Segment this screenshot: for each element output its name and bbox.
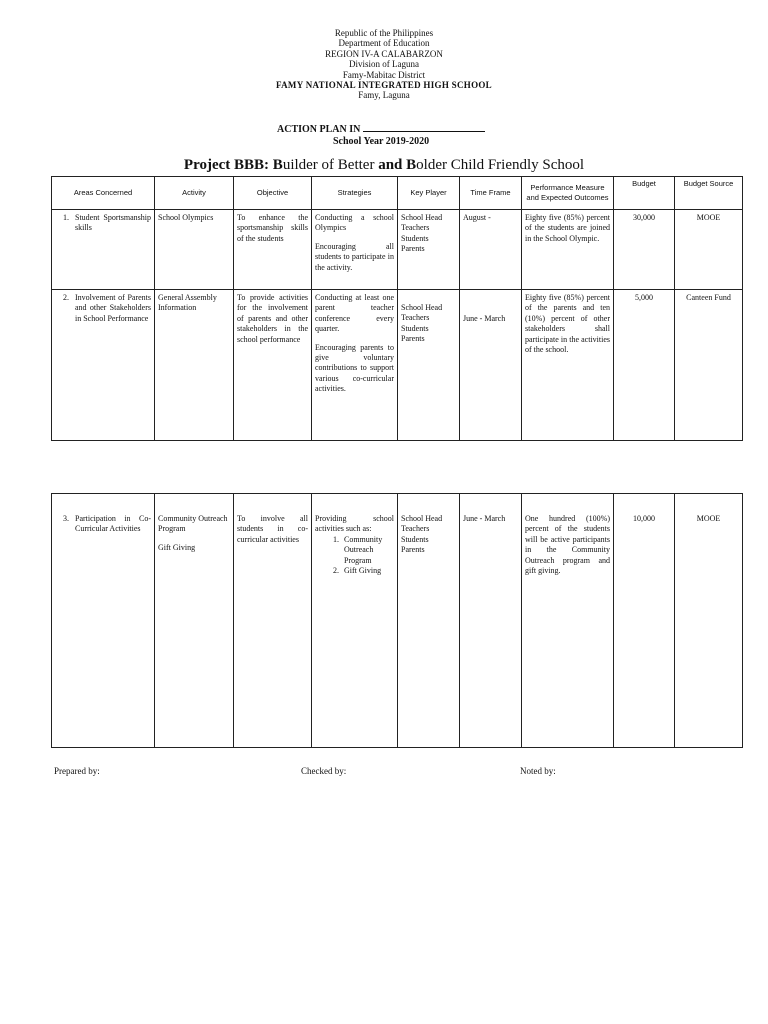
strategies-cell bbox=[312, 290, 398, 441]
header-budget: Budget bbox=[614, 177, 675, 210]
key-player: School Head bbox=[401, 514, 443, 523]
header-outcomes: Performance Measure and Expected Outcomes bbox=[522, 177, 614, 210]
objective-cell: To provide activities for the involvement of parents and other stakeholders in the school performance bbox=[234, 290, 312, 441]
activity-text: Gift Giving bbox=[158, 542, 196, 552]
strategy-text: Conducting a school Olympics bbox=[315, 213, 394, 233]
letterhead bbox=[0, 28, 768, 101]
table-header-row bbox=[52, 177, 743, 210]
action-plan-label: ACTION PLAN IN bbox=[277, 124, 361, 135]
activity-cell: General Assembly Information bbox=[155, 290, 234, 441]
key-player: School Head bbox=[401, 303, 443, 312]
table-row bbox=[52, 290, 743, 441]
budget-source-cell: MOOE bbox=[675, 210, 743, 290]
header-objective: Objective bbox=[234, 177, 312, 210]
prepared-by-label: Prepared by: bbox=[54, 766, 100, 776]
header-key-player: Key Player bbox=[398, 177, 460, 210]
budget-cell: 10,000 bbox=[614, 494, 675, 748]
header-budget-source: Budget Source bbox=[675, 177, 743, 210]
budget-source-cell: MOOE bbox=[675, 494, 743, 748]
header-line: REGION IV-A CALABARZON bbox=[325, 48, 443, 59]
key-player: Students bbox=[401, 233, 429, 243]
key-player: School Head bbox=[401, 213, 443, 222]
objective-cell: To enhance the sportsmanship skills of the students bbox=[234, 210, 312, 290]
key-player: Students bbox=[401, 534, 429, 544]
header-line: Department of Education bbox=[338, 38, 430, 49]
noted-by-label: Noted by: bbox=[520, 766, 556, 776]
strategy-item: Gift Giving bbox=[344, 566, 382, 576]
header-areas: Areas Concerned bbox=[52, 177, 155, 210]
key-player: Parents bbox=[401, 334, 425, 344]
list-item: 2. Gift Giving bbox=[333, 566, 382, 576]
list-item: 1. Community Outreach Program bbox=[315, 535, 394, 566]
key-player-cell bbox=[398, 290, 460, 441]
table-row bbox=[52, 494, 743, 748]
row-number: 3. bbox=[63, 514, 69, 523]
project-text: older Child Friendly School bbox=[416, 157, 585, 173]
strategy-text: Conducting at least one parent teacher conference every quarter. bbox=[315, 293, 394, 334]
area-cell bbox=[52, 290, 155, 441]
blank-line bbox=[363, 122, 485, 132]
key-player: Students bbox=[401, 323, 429, 333]
budget-cell: 5,000 bbox=[614, 290, 675, 441]
header-time-frame: Time Frame bbox=[460, 177, 522, 210]
area-text: Student Sportsmanship skills bbox=[75, 213, 151, 233]
key-player: Parents bbox=[401, 545, 425, 555]
strategy-intro: Providing school activities such as: bbox=[315, 514, 394, 534]
header-line: Division of Laguna bbox=[349, 59, 419, 70]
time-frame-cell: August - bbox=[460, 210, 522, 290]
checked-by-label: Checked by: bbox=[301, 766, 347, 776]
project-letter: B bbox=[272, 157, 283, 173]
row-number: 2. bbox=[63, 293, 69, 302]
key-player-cell bbox=[398, 210, 460, 290]
strategies-cell bbox=[312, 210, 398, 290]
school-location: Famy, Laguna bbox=[358, 90, 410, 101]
strategy-list bbox=[315, 535, 394, 577]
header-line: Republic of the Philippines bbox=[334, 28, 434, 38]
area-text: Involvement of Parents and other Stakeholders in School Performance bbox=[75, 293, 151, 323]
strategy-item: Community Outreach Program bbox=[344, 534, 383, 565]
key-player: Teachers bbox=[401, 524, 430, 534]
school-name: FAMY NATIONAL INTEGRATED HIGH SCHOOL bbox=[276, 80, 492, 91]
project-prefix: Project BBB: bbox=[183, 157, 270, 173]
school-year: School Year 2019-2020 bbox=[333, 136, 430, 147]
outcome-cell: Eighty five (85%) percent of the parents and ten (10%) percent of other stakeholders shall participate in the activities of the school. bbox=[522, 290, 614, 441]
area-cell bbox=[52, 210, 155, 290]
action-plan-table bbox=[51, 176, 743, 441]
area-cell bbox=[52, 494, 155, 748]
objective-cell: To involve all students in co-curricular activities bbox=[234, 494, 312, 748]
activity-cell bbox=[155, 494, 234, 748]
project-and: and bbox=[378, 157, 403, 173]
activity-text: Community Outreach Program bbox=[158, 514, 228, 534]
key-player-cell bbox=[398, 494, 460, 748]
strategy-text: Encouraging parents to give voluntary contributions to support various co-curricular activities. bbox=[315, 342, 394, 394]
budget-source-cell: Canteen Fund bbox=[675, 290, 743, 441]
header-line: Famy-Mabitac District bbox=[342, 69, 426, 80]
key-player: Parents bbox=[401, 244, 425, 254]
header-strategies: Strategies bbox=[312, 177, 398, 210]
time-frame-text: June - March bbox=[463, 314, 506, 323]
outcome-cell: Eighty five (85%) percent of the students are joined in the School Olympic. bbox=[522, 210, 614, 290]
project-text: uilder of Better bbox=[282, 157, 379, 173]
time-frame-cell: June - March bbox=[460, 494, 522, 748]
action-plan-title bbox=[277, 122, 485, 135]
row-number: 1. bbox=[63, 213, 69, 222]
strategies-cell bbox=[312, 494, 398, 748]
header-activity: Activity bbox=[155, 177, 234, 210]
project-title bbox=[0, 157, 768, 174]
area-text: Participation in Co- Curricular Activities bbox=[75, 514, 151, 534]
table-row bbox=[52, 210, 743, 290]
strategy-text: Encouraging all students to participate in the activity. bbox=[315, 241, 394, 272]
time-frame-cell bbox=[460, 290, 522, 441]
activity-cell: School Olympics bbox=[155, 210, 234, 290]
budget-cell: 30,000 bbox=[614, 210, 675, 290]
key-player: Teachers bbox=[401, 223, 430, 233]
action-plan-table-continued bbox=[51, 493, 743, 748]
outcome-cell: One hundred (100%) percent of the students will be active participants in the Community Outreach program and gift giving. bbox=[522, 494, 614, 748]
key-player: Teachers bbox=[401, 313, 430, 323]
project-letter: B bbox=[406, 157, 417, 173]
